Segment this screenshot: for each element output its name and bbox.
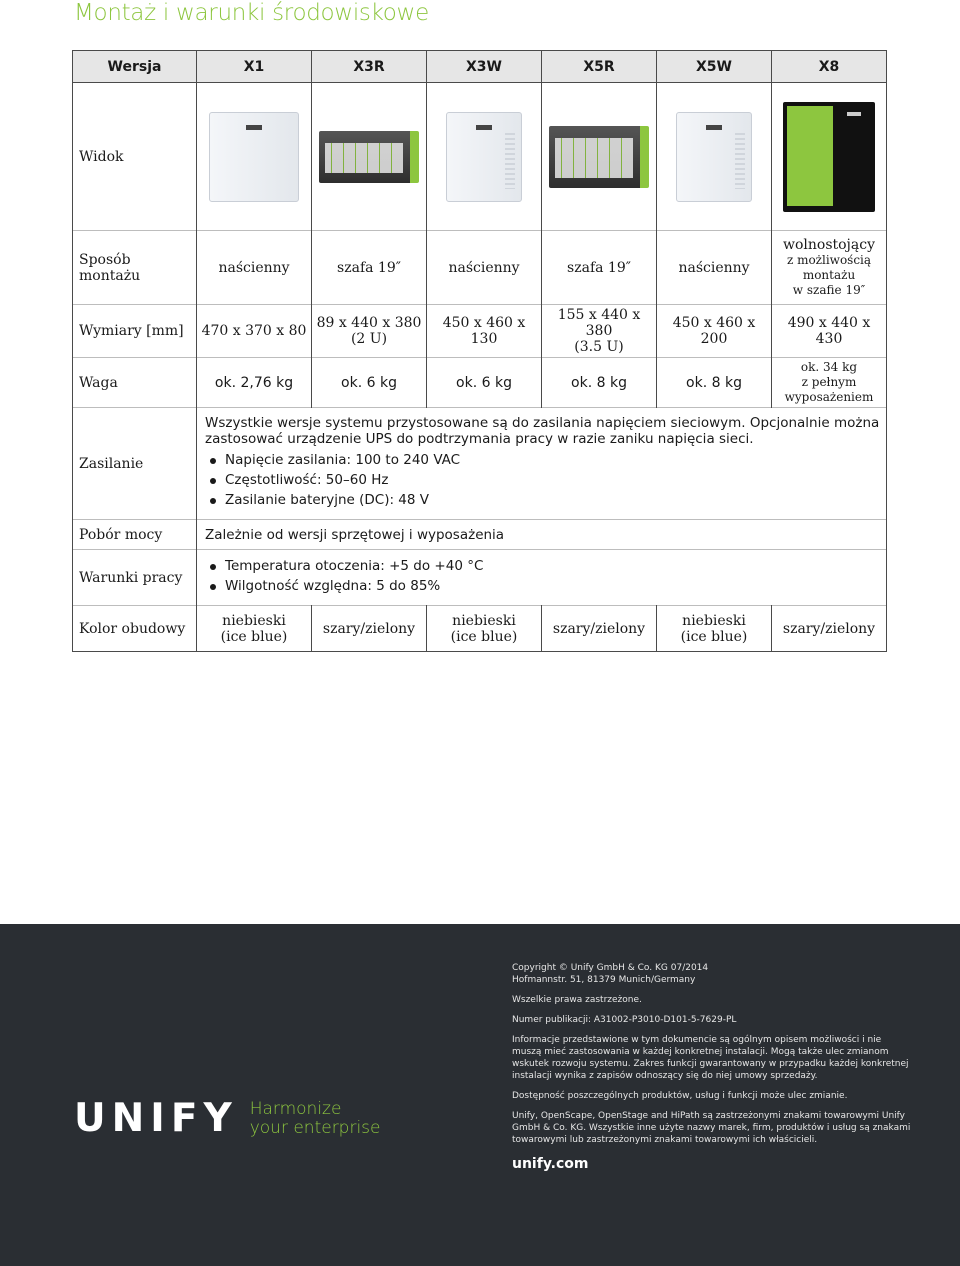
power-list bbox=[205, 452, 882, 508]
color-x8: szary/zielony bbox=[772, 606, 887, 652]
weight-x3w: ok. 6 kg bbox=[427, 358, 542, 408]
mount-x3r: szafa 19″ bbox=[312, 231, 427, 305]
brand-tagline-line2: your enterprise bbox=[249, 1117, 381, 1138]
color-x5w bbox=[657, 606, 772, 652]
spec-table bbox=[72, 50, 887, 652]
dim-x3r-line1: 89 x 440 x 380 bbox=[316, 315, 422, 331]
conditions-bullet-humidity: Wilgotność względna: 5 do 85% bbox=[205, 578, 882, 594]
power-bullet-voltage: Napięcie zasilania: 100 to 240 VAC bbox=[205, 452, 882, 468]
consumption-row bbox=[73, 520, 887, 550]
header-x3w: X3W bbox=[427, 51, 542, 83]
dim-x3r bbox=[312, 305, 427, 358]
brand-logo bbox=[74, 1096, 381, 1141]
mount-x3w: naścienny bbox=[427, 231, 542, 305]
view-row bbox=[73, 83, 887, 231]
weight-x8-line2: z pełnym bbox=[801, 375, 857, 389]
power-bullet-frequency: Częstotliwość: 50–60 Hz bbox=[205, 472, 882, 488]
row-label-weight: Waga bbox=[73, 358, 197, 408]
image-x3w bbox=[427, 83, 542, 231]
dim-x5r bbox=[542, 305, 657, 358]
color-x1-line2: (ice blue) bbox=[220, 628, 288, 645]
color-x3w-line2: (ice blue) bbox=[450, 628, 518, 645]
header-x3r: X3R bbox=[312, 51, 427, 83]
header-x5r: X5R bbox=[542, 51, 657, 83]
color-x3r: szary/zielony bbox=[312, 606, 427, 652]
dim-x8: 490 x 440 x 430 bbox=[772, 305, 887, 358]
footer-company bbox=[512, 962, 912, 986]
color-x1-line1: niebieski bbox=[222, 612, 286, 629]
footer-availability: Dostępność poszczególnych produktów, usług i funkcji może ulec zmianie. bbox=[512, 1091, 848, 1101]
brand-wordmark: UNIFY bbox=[74, 1096, 238, 1141]
page-title: Montaż i warunki środowiskowe bbox=[74, 0, 429, 26]
color-row bbox=[73, 606, 887, 652]
weight-x8-line3: wyposażeniem bbox=[784, 390, 874, 404]
brand-tagline bbox=[250, 1100, 381, 1138]
header-x1: X1 bbox=[197, 51, 312, 83]
dim-x3r-line2: (2 U) bbox=[350, 331, 388, 347]
mount-x8-line3: montażu bbox=[802, 268, 856, 282]
header-x5w: X5W bbox=[657, 51, 772, 83]
mount-x8-line4: w szafie 19″ bbox=[792, 283, 866, 297]
color-x3w bbox=[427, 606, 542, 652]
header-x8: X8 bbox=[772, 51, 887, 83]
row-label-conditions: Warunki pracy bbox=[73, 550, 197, 606]
consumption-text: Zależnie od wersji sprzętowej i wyposażenia bbox=[197, 520, 887, 550]
footer-info bbox=[512, 962, 912, 1154]
conditions-cell bbox=[197, 550, 887, 606]
power-row bbox=[73, 408, 887, 520]
device-x5r-image bbox=[549, 126, 649, 188]
dim-x3w: 450 x 460 x 130 bbox=[427, 305, 542, 358]
weight-x8-line1: ok. 34 kg bbox=[800, 360, 858, 374]
color-x5r: szary/zielony bbox=[542, 606, 657, 652]
power-bullet-battery: Zasilanie bateryjne (DC): 48 V bbox=[205, 492, 882, 508]
mount-x8-line2: z możliwością bbox=[786, 253, 872, 267]
mount-x1: naścienny bbox=[197, 231, 312, 305]
color-x1 bbox=[197, 606, 312, 652]
image-x1 bbox=[197, 83, 312, 231]
weight-x8 bbox=[772, 358, 887, 408]
footer-disclaimer: Informacje przedstawione w tym dokumencie są ogólnym opisem możliwości i nie muszą mieć zastosowania w każdej konkretnej instalacji. Mogą także ulec zmianom wskutek rozwoju systemu. Zakres funkcji gwarantowany w przypadku każdej konkretnej instalacji wynika z zapisów odnoszący się do niej umowy sprzedaży. bbox=[512, 1035, 909, 1081]
footer bbox=[0, 924, 960, 1266]
footer-website-link[interactable]: unify.com bbox=[512, 1156, 589, 1172]
conditions-bullet-temperature: Temperatura otoczenia: +5 do +40 °C bbox=[205, 558, 882, 574]
mount-x8-line1: wolnostojący bbox=[782, 237, 875, 253]
color-x3w-line1: niebieski bbox=[452, 612, 516, 629]
image-x5r bbox=[542, 83, 657, 231]
row-label-power: Zasilanie bbox=[73, 408, 197, 520]
dimensions-row bbox=[73, 305, 887, 358]
weight-x1: ok. 2,76 kg bbox=[197, 358, 312, 408]
mount-x5r: szafa 19″ bbox=[542, 231, 657, 305]
conditions-list bbox=[205, 558, 882, 594]
weight-x5r: ok. 8 kg bbox=[542, 358, 657, 408]
device-x3r-image bbox=[319, 131, 419, 183]
row-label-dimensions: Wymiary [mm] bbox=[73, 305, 197, 358]
footer-address: Hofmannstr. 51, 81379 Munich/Germany bbox=[512, 975, 696, 985]
dim-x1: 470 x 370 x 80 bbox=[197, 305, 312, 358]
row-label-mount: Sposób montażu bbox=[73, 231, 197, 305]
header-row bbox=[73, 51, 887, 83]
row-label-color: Kolor obudowy bbox=[73, 606, 197, 652]
image-x5w bbox=[657, 83, 772, 231]
mount-row bbox=[73, 231, 887, 305]
weight-x5w: ok. 8 kg bbox=[657, 358, 772, 408]
power-intro: Wszystkie wersje systemu przystosowane są do zasilania napięciem sieciowym. Opcjonalnie można zastosować urządzenie UPS do podtrzymania pracy w razie zaniku napięcia sieci. bbox=[205, 415, 880, 447]
footer-publication: Numer publikacji: A31002-P3010-D101-5-7629-PL bbox=[512, 1015, 737, 1025]
row-label-view: Widok bbox=[73, 83, 197, 231]
power-cell bbox=[197, 408, 887, 520]
mount-x5w: naścienny bbox=[657, 231, 772, 305]
device-x5w-image bbox=[676, 112, 752, 202]
device-x3w-image bbox=[446, 112, 522, 202]
footer-rights: Wszelkie prawa zastrzeżone. bbox=[512, 995, 642, 1005]
dim-x5r-line2: (3.5 U) bbox=[574, 339, 624, 355]
row-label-consumption: Pobór mocy bbox=[73, 520, 197, 550]
conditions-row bbox=[73, 550, 887, 606]
weight-row bbox=[73, 358, 887, 408]
image-x3r bbox=[312, 83, 427, 231]
weight-x3r: ok. 6 kg bbox=[312, 358, 427, 408]
footer-copyright: Copyright © Unify GmbH & Co. KG 07/2014 bbox=[512, 963, 709, 973]
image-x8 bbox=[772, 83, 887, 231]
color-x5w-line2: (ice blue) bbox=[680, 628, 748, 645]
brand-tagline-line1: Harmonize bbox=[249, 1098, 342, 1119]
mount-x8 bbox=[772, 231, 887, 305]
device-x1-image bbox=[209, 112, 299, 202]
color-x5w-line1: niebieski bbox=[682, 612, 746, 629]
dim-x5w: 450 x 460 x 200 bbox=[657, 305, 772, 358]
dim-x5r-line1: 155 x 440 x 380 bbox=[557, 307, 641, 339]
header-version: Wersja bbox=[73, 51, 197, 83]
footer-trademarks: Unify, OpenScape, OpenStage and HiPath są zastrzeżonymi znakami towarowymi Unify GmbH & Co. KG. Wszystkie inne użyte nazwy marek, firm, produktów i usług są znakami towarowymi lub zastrzeżonymi znakami towarowymi ich właścicieli. bbox=[512, 1111, 911, 1145]
device-x8-image bbox=[783, 102, 875, 212]
